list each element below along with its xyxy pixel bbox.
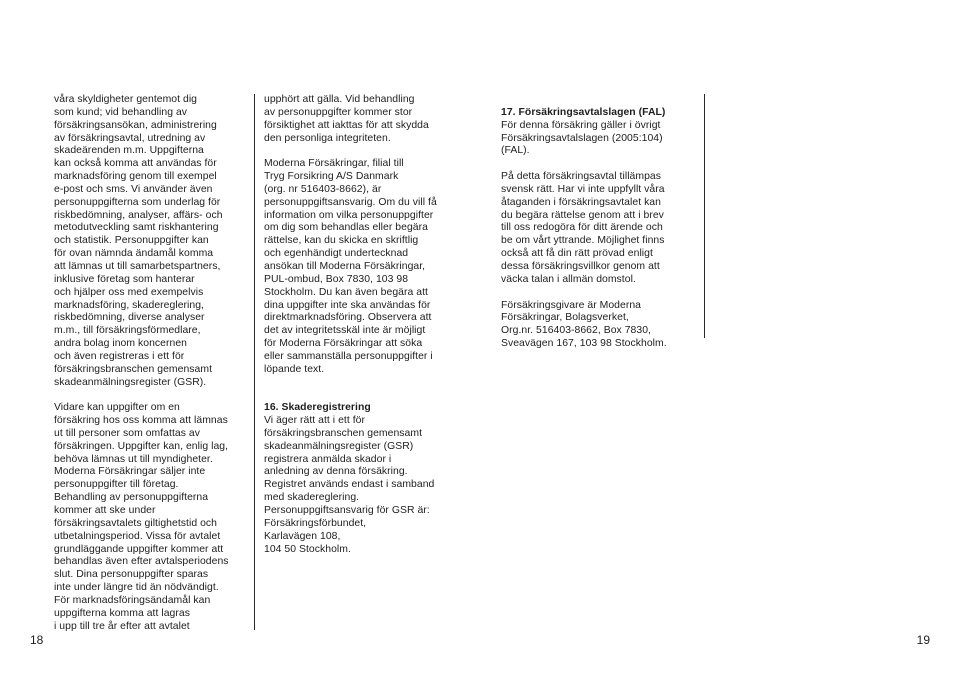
column-divider-right	[704, 94, 705, 338]
paragraph-insurer: Försäkringsgivare är Moderna Försäkringar, Bolagsverket, Org.nr. 516403-8662, Box 7830, Sveavägen 167, 103 98 Stockholm.	[501, 299, 667, 350]
column-2	[264, 94, 464, 556]
page-number-right: 19	[916, 633, 930, 647]
section-17-heading: 17. Försäkringsavtalslagen (FAL)	[501, 106, 666, 118]
right-page	[480, 0, 960, 691]
page-number-left: 18	[30, 633, 44, 647]
column-divider	[254, 94, 255, 630]
paragraph-data-controller: Moderna Försäkringar, filial till Tryg Forsikring A/S Danmark (org. nr 516403-8662), är personuppgiftsansvarig. Om du vill få information om vilka personuppgifter om dig som behandlas eller begära rättelse, kan du skicka en skriftlig och egenhändigt undertecknad ansökan till Moderna Försäkringar, PUL-ombud, Box 7830, 103 98 Stockholm. Du kan även begära att dina uppgifter inte ska användas för direktmarknadsföring. Observera att det av integritetsskäl inte är möjligt för Moderna Försäkringar att söka eller sammanställa personuppgifter i löpande text.	[264, 158, 437, 375]
section-16-heading: 16. Skaderegistrering	[264, 402, 371, 414]
section-17	[501, 94, 701, 158]
section-16	[264, 389, 464, 556]
column-3	[501, 94, 701, 351]
paragraph-integrity: upphört att gälla. Vid behandling av personuppgifter kommer stor försiktighet att iakttas för att skydda den personliga integriteten.	[264, 94, 429, 144]
paragraph-data-disclosure: Vidare kan uppgifter om en försäkring hos oss komma att lämnas ut till personer som omfattas av försäkringen. Uppgifter kan, enlig lag, behöva lämnas ut till myndigheter. Moderna Försäkringar säljer inte personuppgifter till företag. Behandling av personuppgifterna kommer att ske under försäkringsavtalets giltighetstid och utbetalningsperiod. Vissa för avtalet grundläggande uppgifter kommer att behandlas även efter avtalsperiodens slut. Dina personuppgifter sparas inte under längre tid än nödvändigt. För marknadsföringsändamål kan uppgifterna komma att lagras i upp till tre år efter att avtalet	[54, 402, 229, 632]
paragraph-personal-data-use: våra skyldigheter gentemot dig som kund; vid behandling av försäkringsansökan, administrering av försäkringsavtal, utredning av skadeärenden m.m. Uppgifterna kan också komma att användas för marknadsföring genom till exempel e-post och sms. Vi använder även personuppgifterna som underlag för riskbedömning, analyser, affärs- och metodutveckling samt riskhantering och statistik. Personuppgifter kan för ovan nämnda ändamål komma att lämnas ut till samarbetspartners, inklusive företag som hanterar och hjälper oss med exempelvis marknadsföring, skadereglering, riskbedömning, diverse analyser m.m., till försäkringsförmedlare, andra bolag inom koncernen och även registreras i ett för försäkringsbranschen gemensamt skadeanmälningsregister (GSR).	[54, 94, 223, 388]
column-1	[54, 94, 254, 633]
paragraph-swedish-law: På detta försäkringsavtal tillämpas svensk rätt. Har vi inte uppfyllt våra åtaganden i försäkringsavtalet kan du begära rättelse genom att i brev till oss redogöra för ditt ärende och be om vårt yttrande. Möjlighet finns också att få din rätt prövad enligt dessa försäkringsvillkor genom att väcka talan i allmän domstol.	[501, 171, 665, 285]
section-17-body: För denna försäkring gäller i övrigt Försäkringsavtalslagen (2005:104) (FAL).	[501, 119, 663, 157]
section-16-body: Vi äger rätt att i ett för försäkringsbranschen gemensamt skadeanmälningsregister (GSR) registrera anmälda skador i anledning av denna försäkring. Registret används endast i samband med skadereglering. Personuppgiftsansvarig för GSR är: Försäkringsförbundet, Karlavägen 108, 104 50 Stockholm.	[264, 415, 435, 555]
